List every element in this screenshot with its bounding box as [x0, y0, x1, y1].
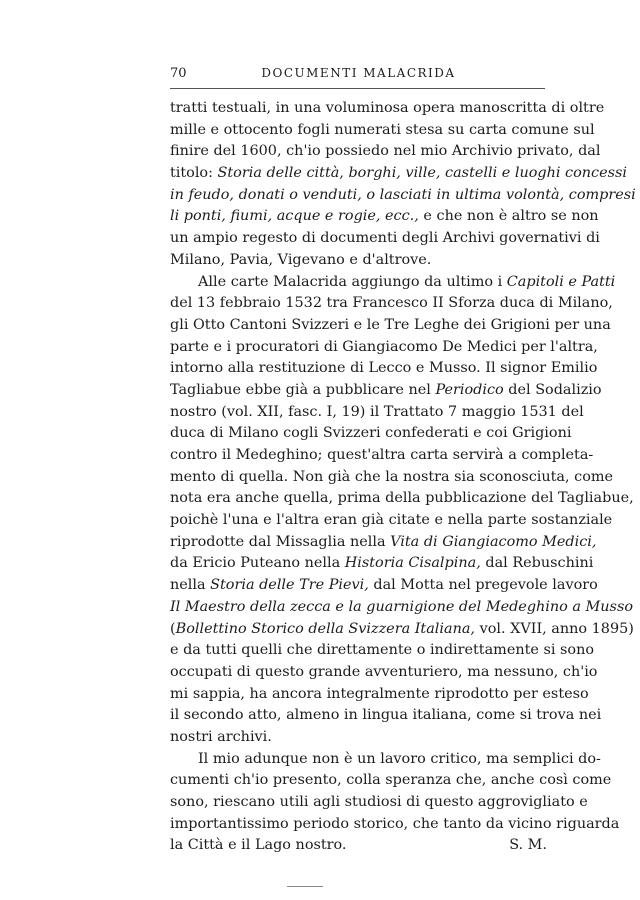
author-initials: S. M.: [509, 837, 547, 854]
line-text: finire del 1600, ch'io possiedo nel mio Archivio privato, dal: [170, 143, 601, 160]
line-text: dal Rebuschini: [480, 555, 594, 572]
line-text: nota era anche quella, prima della pubblicazione del Tagliabue,: [170, 490, 634, 507]
text-line: [170, 358, 598, 380]
line-text: gli Otto Cantoni Svizzeri e le Tre Leghe dei Grigioni per una: [170, 316, 611, 333]
italic-title-text: Capitoli e Patti: [506, 273, 616, 290]
line-text: del 13 febbraio 1532 tra Francesco II Sforza duca di Milano,: [170, 295, 613, 312]
body-text: [170, 98, 636, 857]
italic-title-text: li ponti, fiumi, acque e rogie, ecc.,: [170, 208, 419, 225]
text-line: [170, 293, 613, 315]
text-line: [170, 206, 599, 228]
text-line: [170, 141, 601, 163]
running-title: DOCUMENTI MALACRIDA: [261, 66, 456, 80]
text-line: [170, 120, 595, 142]
line-text: mi sappia, ha ancora integralmente riprodotto per esteso: [170, 685, 589, 702]
italic-title-text: Vita di Giangiacomo Medici,: [390, 533, 597, 550]
text-line: [170, 814, 620, 836]
line-text: (: [170, 620, 176, 637]
line-text: nostri archivi.: [170, 728, 272, 745]
line-text: dal Motta nel pregevole lavoro: [368, 577, 598, 594]
line-text: mille e ottocento fogli numerati stesa su carta comune sul: [170, 121, 595, 138]
text-line: [170, 619, 634, 641]
line-text: nostro (vol. XII, fasc. I, 19) il Trattato 7 maggio 1531 del: [170, 403, 584, 420]
line-text: duca di Milano cogli Svizzeri confederati e coi Grigioni: [170, 425, 572, 442]
line-text: sono, riescano utili agli studiosi di questo aggrovigliato e: [170, 794, 588, 810]
line-text: il secondo atto, almeno in lingua italiana, come si trova nei: [170, 707, 602, 724]
text-line: [170, 337, 598, 359]
line-text: parte e i procuratori di Giangiacomo De Medici per l'altra,: [170, 338, 598, 355]
italic-title-text: Bollettino Storico della Svizzera Italiana,: [175, 620, 475, 637]
footer-mark: [287, 886, 323, 887]
text-line: [170, 467, 614, 489]
text-line: [170, 597, 633, 619]
line-text: e da tutti quelli che direttamente o indirettamente si sono: [170, 642, 595, 659]
line-text: Tagliabue ebbe già a pubblicare nel: [170, 381, 436, 398]
text-line: [170, 749, 601, 771]
text-line: [170, 445, 594, 467]
text-line: [170, 684, 589, 706]
line-text: intorno alla restituzione di Lecco e Musso. Il signor Emilio: [170, 360, 598, 377]
line-text: Il mio adunque non è un lavoro critico, ma semplici do-: [198, 750, 601, 767]
text-line: [170, 98, 605, 120]
page-number: 70: [170, 66, 187, 81]
text-line: [170, 163, 627, 185]
italic-title-text: Historia Cisalpina,: [344, 555, 481, 572]
text-line: [170, 185, 636, 207]
line-text: del Sodalizio: [503, 381, 602, 398]
line-text: titolo:: [170, 165, 218, 182]
italic-title-text: Periodico: [435, 381, 504, 398]
text-line: [170, 250, 547, 272]
text-line: [170, 423, 572, 445]
closing-line: [170, 835, 547, 857]
closing-text: la Città e il Lago nostro.: [170, 837, 347, 854]
text-line: [170, 792, 588, 814]
text-line: [170, 727, 547, 749]
text-line: [170, 640, 595, 662]
text-line: [170, 315, 611, 337]
line-text: nella: [170, 577, 211, 594]
line-text: riprodotte dal Missaglia nella: [170, 533, 391, 550]
line-text: cumenti ch'io presento, colla speranza che, anche così come: [170, 772, 612, 789]
line-text: mento di quella. Non già che la nostra sia sconosciuta, come: [170, 468, 614, 485]
line-text: tratti testuali, in una voluminosa opera manoscritta di oltre: [170, 100, 605, 116]
italic-title-text: in feudo, donati o venduti, o lasciati in ultima volontà, compresi: [170, 186, 636, 203]
line-text: poichè l'una e l'altra eran già citate e nella parte sostanziale: [170, 512, 613, 529]
line-text: da Ericio Puteano nella: [170, 555, 345, 572]
line-text: importantissimo periodo storico, che tanto da vicino riguarda: [170, 815, 620, 832]
line-text: Alle carte Malacrida aggiungo da ultimo i: [198, 273, 507, 290]
text-line: [170, 553, 594, 575]
text-line: [170, 272, 616, 294]
italic-title-text: Storia delle Tre Pievi,: [210, 577, 369, 594]
text-line: [170, 402, 584, 424]
text-line: [170, 662, 598, 684]
italic-title-text: Storia delle città, borghi, ville, castelli e luoghi concessi: [217, 165, 627, 182]
line-text: un ampio regesto di documenti degli Archivi governativi di: [170, 230, 600, 247]
text-line: [170, 510, 613, 532]
line-text: e che non è altro se non: [418, 208, 599, 225]
text-line: [170, 575, 598, 597]
text-line: [170, 380, 602, 402]
line-text: vol. XVII, anno 1895): [475, 620, 634, 637]
line-text: Milano, Pavia, Vigevano e d'altrove.: [170, 251, 432, 268]
header-rule: [170, 88, 545, 89]
text-line: [170, 532, 597, 554]
line-text: occupati di questo grande avventuriero, ma nessuno, ch'io: [170, 663, 598, 680]
line-text: contro il Medeghino; quest'altra carta servirà a completa-: [170, 447, 594, 463]
running-head: [170, 66, 547, 86]
italic-title-text: Il Maestro della zecca e la guarnigione del Medeghino a Musso: [170, 598, 633, 615]
text-line: [170, 228, 600, 250]
text-line: [170, 488, 634, 510]
text-line: [170, 770, 612, 792]
text-line: [170, 705, 602, 727]
